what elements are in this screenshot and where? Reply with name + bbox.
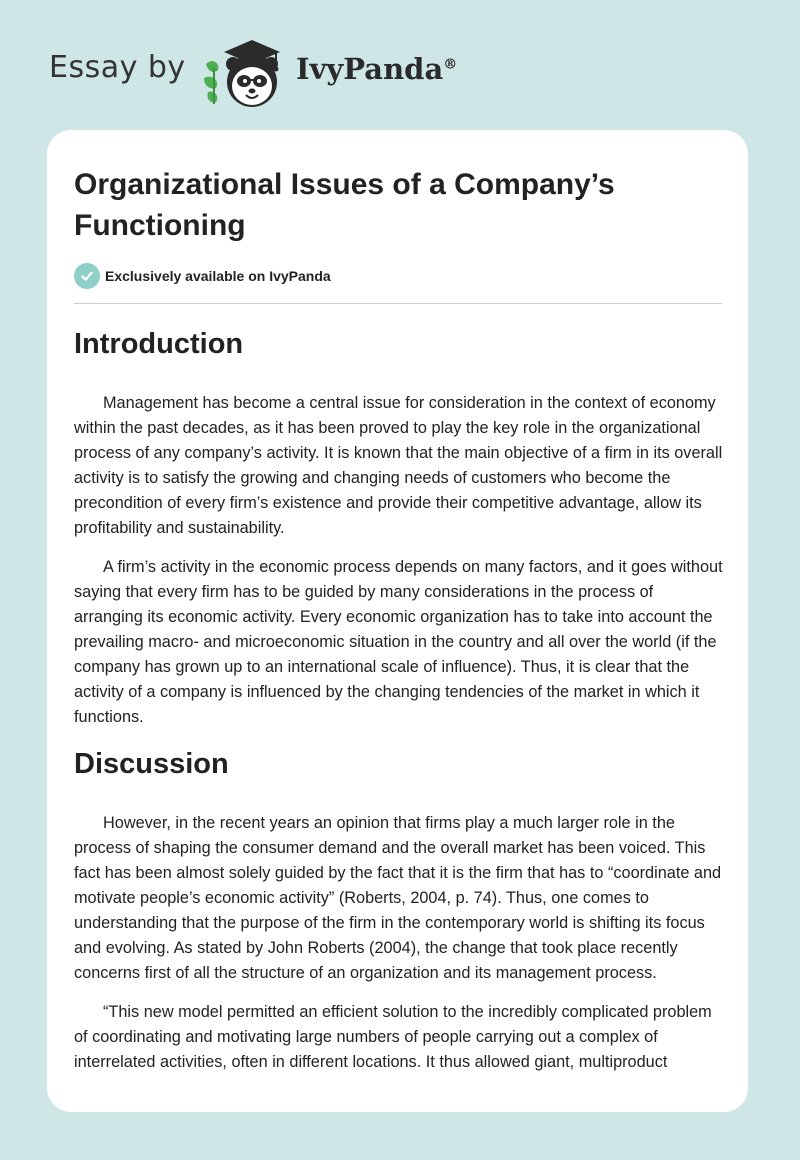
check-icon — [74, 263, 100, 289]
registered-mark: ® — [443, 56, 458, 73]
site-header — [0, 0, 800, 120]
paragraph: Management has become a central issue for consideration in the context of economy within the past decades, as it has been proved to play the key role in the organizational process of any company’s activity. It is known that the main objective of a firm in its overall activity is to satisfy the growing and changing needs of customers who become the precondition of every firm’s existence and provide their competitive advantage, allow its profitability and sustainability. — [74, 394, 723, 537]
section-heading-discussion: Discussion — [74, 748, 229, 780]
brand-name-text: IvyPanda — [296, 52, 444, 86]
essay-title: Organizational Issues of a Company’s Functioning — [74, 168, 615, 242]
exclusive-badge — [74, 263, 331, 289]
title-divider — [74, 303, 722, 304]
exclusive-badge-label: Exclusively available on IvyPanda — [105, 268, 331, 284]
paragraph: However, in the recent years an opinion that firms play a much larger role in the process of shaping the consumer demand and the overall market has been voiced. This fact has been almost solely guided by the fact that it is the firm that has to “coordinate and motivate people’s economic activity” (Roberts, 2004, p. 74). Thus, one comes to understanding that the purpose of the firm in the contemporary world is shifting its focus and evolving. As stated by John Roberts (2004), the change that took place recently concerns first of all the structure of an organization and its management process. — [74, 814, 722, 982]
essay-by-label: Essay by — [49, 50, 186, 85]
paragraph: A firm’s activity in the economic process depends on many factors, and it goes without saying that every firm has to be guided by many considerations in the process of arranging its economic activity. Every economic organization has to take into account the prevailing macro- and microeconomic situation in the country and all over the world (if the company has grown up to an international scale of influence). Thus, it is clear that the activity of a company is influenced by the changing tendencies of the market in which it functions. — [74, 558, 723, 726]
essay-body — [74, 322, 724, 1089]
section-heading-introduction: Introduction — [74, 328, 244, 360]
paragraph: “This new model permitted an efficient solution to the incredibly complicated problem of coordinating and motivating large numbers of people carrying out a complex of interrelated activities, often in different locations. It thus allowed giant, multiproduct — [74, 1003, 712, 1071]
panda-logo-icon[interactable] — [200, 34, 292, 110]
ivypanda-brand[interactable] — [296, 52, 457, 86]
essay-card — [47, 130, 748, 1112]
